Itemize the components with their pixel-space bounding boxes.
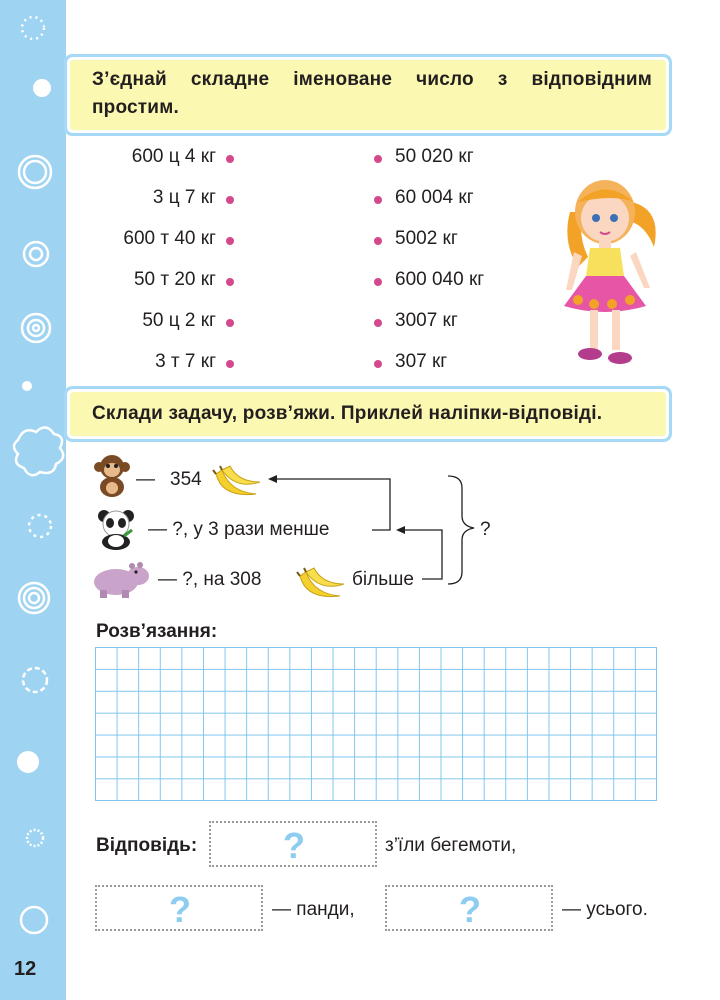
compound-number-4: 50 т 20 кг — [133, 269, 216, 290]
question-mark-icon: ? — [283, 825, 305, 866]
sticker-slot-hippos[interactable] — [209, 821, 377, 867]
monkey-dash: — — [136, 469, 155, 490]
total-question-mark: ? — [480, 519, 491, 540]
simple-number-2: 60 004 кг — [395, 187, 474, 208]
monkey-bananas-value: 354 — [170, 469, 202, 490]
answer-label: Відповідь: — [96, 835, 198, 856]
compound-number-6: 3 т 7 кг — [155, 351, 216, 372]
answer-pandas-text: — панди, — [272, 899, 355, 920]
compound-number-5: 50 ц 2 кг — [142, 310, 216, 331]
task1-title-line2: простим. — [92, 97, 179, 118]
hippo-more-word: більше — [352, 569, 414, 590]
task1-title-line1: З’єднай складне іменоване число з відповідним — [92, 69, 652, 90]
hippo-condition: — ?, на 308 — [158, 569, 262, 590]
simple-number-6: 307 кг — [395, 351, 448, 372]
question-mark-icon: ? — [169, 889, 191, 930]
compound-number-3: 600 т 40 кг — [123, 228, 216, 249]
task2-title: Склади задачу, розв’яжи. Приклей наліпки-відповіді. — [92, 403, 603, 424]
compound-number-1: 600 ц 4 кг — [131, 146, 216, 167]
answer-total-text: — усього. — [562, 899, 648, 920]
answer-hippos-text: з’їли бегемоти, — [385, 835, 517, 856]
simple-number-4: 600 040 кг — [395, 269, 485, 290]
question-mark-icon: ? — [459, 889, 481, 930]
solution-label: Розв’язання: — [96, 621, 218, 642]
solution-grid[interactable] — [95, 647, 657, 801]
simple-number-3: 5002 кг — [395, 228, 458, 249]
sticker-slot-pandas[interactable] — [95, 885, 263, 931]
page-number: 12 — [14, 958, 37, 980]
panda-condition: — ?, у 3 рази менше — [148, 519, 330, 540]
simple-number-1: 50 020 кг — [395, 146, 474, 167]
compound-number-2: 3 ц 7 кг — [152, 187, 216, 208]
sticker-slot-total[interactable] — [385, 885, 553, 931]
simple-number-5: 3007 кг — [395, 310, 458, 331]
